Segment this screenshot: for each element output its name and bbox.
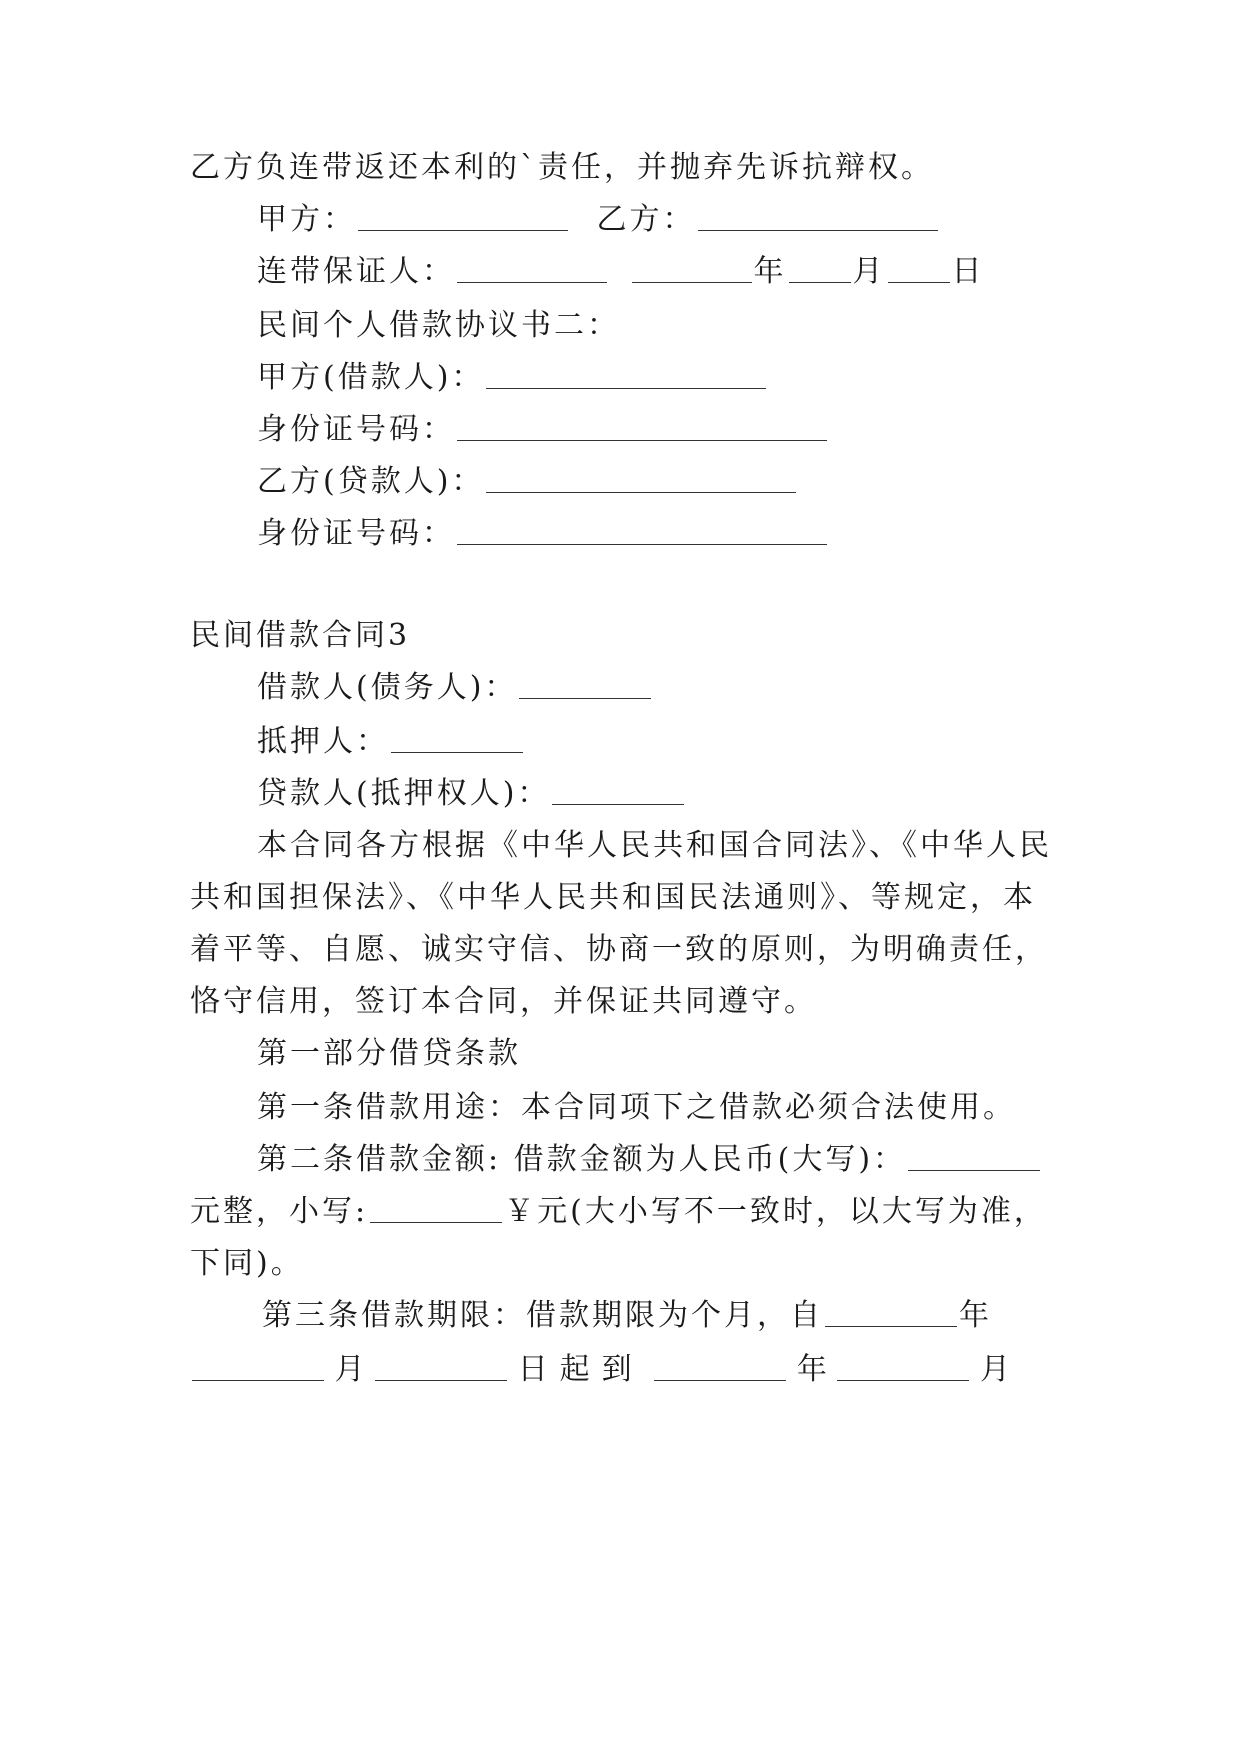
amount-uppercase-blank[interactable] — [908, 1140, 1040, 1171]
section-heading: 民间借款合同3 — [190, 618, 411, 653]
article-line: 第一条借款用途：本合同项下之借款必须合法使用。 — [257, 1090, 1016, 1125]
guarantor-blank[interactable] — [457, 252, 607, 283]
start-day-blank[interactable] — [375, 1350, 507, 1381]
start-year-blank[interactable] — [825, 1296, 957, 1327]
mortgagor-label: 抵押人： — [257, 724, 389, 759]
paragraph-line: 乙方负连带返还本利的`责任，并抛弃先诉抗辩权。 — [190, 150, 934, 185]
id-label: 身份证号码： — [257, 516, 455, 551]
id-blank[interactable] — [457, 514, 827, 545]
form-line — [257, 410, 1137, 450]
part-heading: 第一部分借贷条款 — [257, 1036, 521, 1071]
end-year-blank[interactable] — [654, 1350, 786, 1381]
id-blank[interactable] — [457, 410, 827, 441]
form-line — [257, 722, 1137, 762]
form-line — [257, 462, 1137, 502]
paragraph-line: 共和国担保法》、《中华人民共和国民法通则》、等规定，本 — [190, 880, 1036, 915]
form-line — [257, 514, 1137, 554]
paragraph-line: 恪守信用，签订本合同，并保证共同遵守。 — [190, 984, 817, 1019]
day-label: 日 — [951, 254, 985, 289]
end-month-blank[interactable] — [837, 1350, 969, 1381]
party-b-label: 乙方： — [596, 202, 696, 237]
party-a-blank[interactable] — [358, 200, 568, 231]
article-line: 元整，小写: ￥元(大小写不一致时，以大写为准， — [190, 1194, 1047, 1229]
article-line: 下同)。 — [190, 1246, 304, 1281]
lender-b-blank[interactable] — [486, 462, 796, 493]
party-b-blank[interactable] — [698, 200, 938, 231]
form-line — [257, 774, 1137, 814]
borrower-label: 借款人(债务人)： — [257, 670, 518, 705]
borrower-blank[interactable] — [519, 668, 651, 699]
paragraph-line: 着平等、自愿、诚实守信、协商一致的原则，为明确责任， — [190, 932, 1048, 967]
guarantor-label: 连带保证人： — [257, 254, 455, 289]
amount-label: 第二条借款金额: 借款金额为人民币(大写)： — [257, 1142, 907, 1177]
lender-a-blank[interactable] — [486, 358, 766, 389]
lender-b-label: 乙方(贷款人)： — [257, 464, 485, 499]
start-month-blank[interactable] — [192, 1350, 324, 1381]
party-a-label: 甲方： — [257, 202, 356, 237]
signature-line — [257, 200, 1137, 240]
lender-a-label: 甲方(借款人)： — [257, 360, 485, 395]
lender-blank[interactable] — [552, 774, 684, 805]
year-blank[interactable] — [632, 252, 752, 283]
lender-label: 贷款人(抵押权人)： — [257, 776, 551, 811]
amount-lowercase-blank[interactable] — [370, 1192, 502, 1223]
month-label: 月 — [852, 254, 886, 289]
article-line: 月 日起到 年 月 — [190, 1350, 1010, 1390]
day-blank[interactable] — [888, 252, 950, 283]
article-line — [257, 1140, 1137, 1180]
form-line — [257, 358, 1137, 398]
form-line — [257, 668, 1137, 708]
paragraph-line: 本合同各方根据《中华人民共和国合同法》、《中华人民 — [257, 828, 1052, 863]
article-line: 第三条借款期限：借款期限为个月，自 年 — [262, 1298, 992, 1333]
year-label: 年 — [753, 254, 787, 289]
section-heading: 民间个人借款协议书二： — [257, 308, 620, 343]
month-blank[interactable] — [789, 252, 851, 283]
guarantor-line — [257, 252, 1137, 292]
id-label: 身份证号码： — [257, 412, 455, 447]
mortgagor-blank[interactable] — [391, 722, 523, 753]
